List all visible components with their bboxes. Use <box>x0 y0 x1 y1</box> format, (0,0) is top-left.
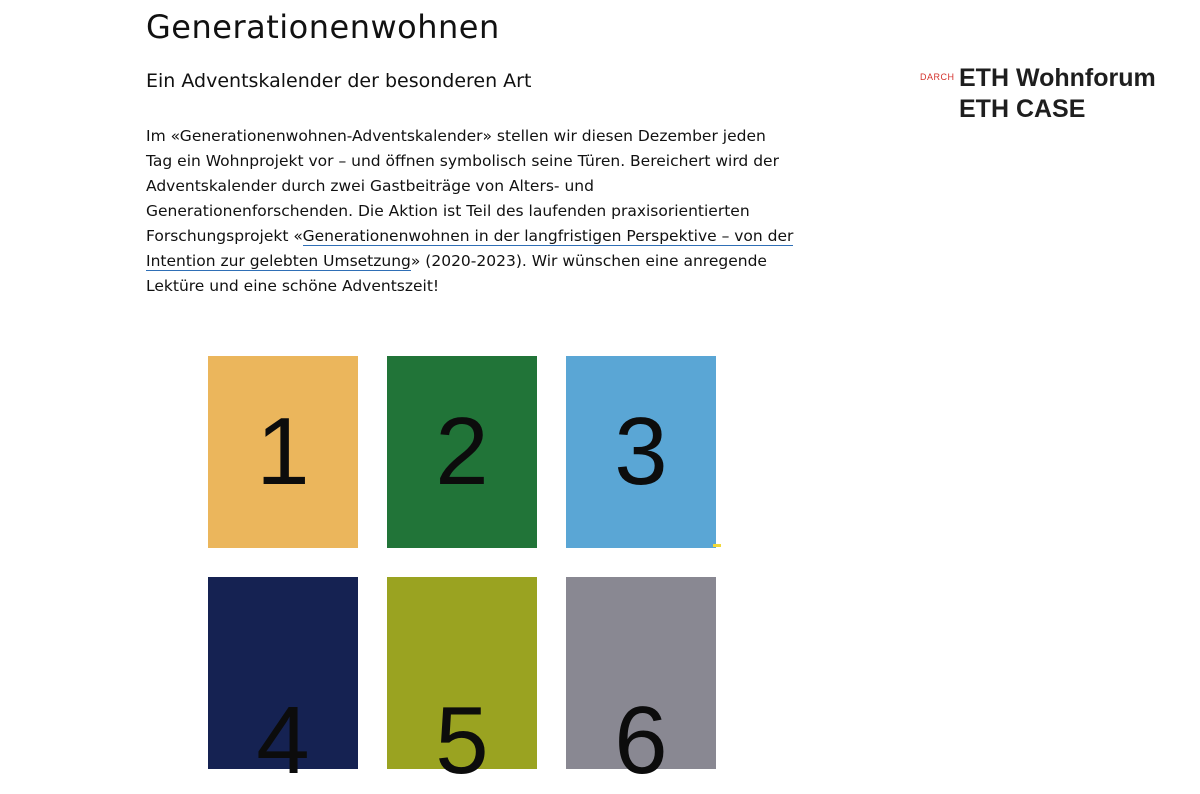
logo-darch-text: DARCH <box>920 72 955 82</box>
logo-line-1: ETH Wohnforum <box>959 64 1156 92</box>
calendar-door-1[interactable] <box>208 356 358 548</box>
page-subtitle: Ein Adventskalender der besonderen Art <box>146 70 532 92</box>
door-number-4: 4 <box>256 687 310 794</box>
logo-line-2: ETH CASE <box>959 95 1086 123</box>
door-number-2: 2 <box>435 398 489 505</box>
door-number-5: 5 <box>435 687 489 794</box>
calendar-door-3[interactable] <box>566 356 716 548</box>
door-number-1: 1 <box>256 398 310 505</box>
calendar-door-4[interactable] <box>208 577 358 794</box>
calendar-door-5[interactable] <box>387 577 537 794</box>
calendar-door-6[interactable] <box>566 577 716 794</box>
calendar-door-2[interactable] <box>387 356 537 548</box>
advent-calendar-grid <box>208 356 728 794</box>
decorative-mark <box>713 544 721 547</box>
eth-wohnforum-logo <box>920 64 1170 128</box>
intro-paragraph <box>146 124 796 299</box>
page-title: Generationenwohnen <box>146 8 500 46</box>
research-project-link[interactable]: Generationenwohnen in der langfristigen Perspektive – von der Intention zur gelebten Umsetzung <box>146 227 794 270</box>
door-number-3: 3 <box>614 398 668 505</box>
intro-text-end: » (2020-2023). Wir wünschen eine anregende Lektüre und eine schöne Adventszeit! <box>146 252 767 295</box>
door-number-6: 6 <box>614 687 668 794</box>
intro-text-start: Im «Generationenwohnen-Adventskalender» stellen wir diesen Dezember jeden Tag ein Wohnprojekt vor – und öffnen symbolisch seine Türen. Bereichert wird der Adventskalender durch zwei Gastbeiträge von Alters- und Generationenforschenden. Die Aktion ist Teil des laufenden praxisorientierten Forschungsprojekt « <box>146 127 779 245</box>
